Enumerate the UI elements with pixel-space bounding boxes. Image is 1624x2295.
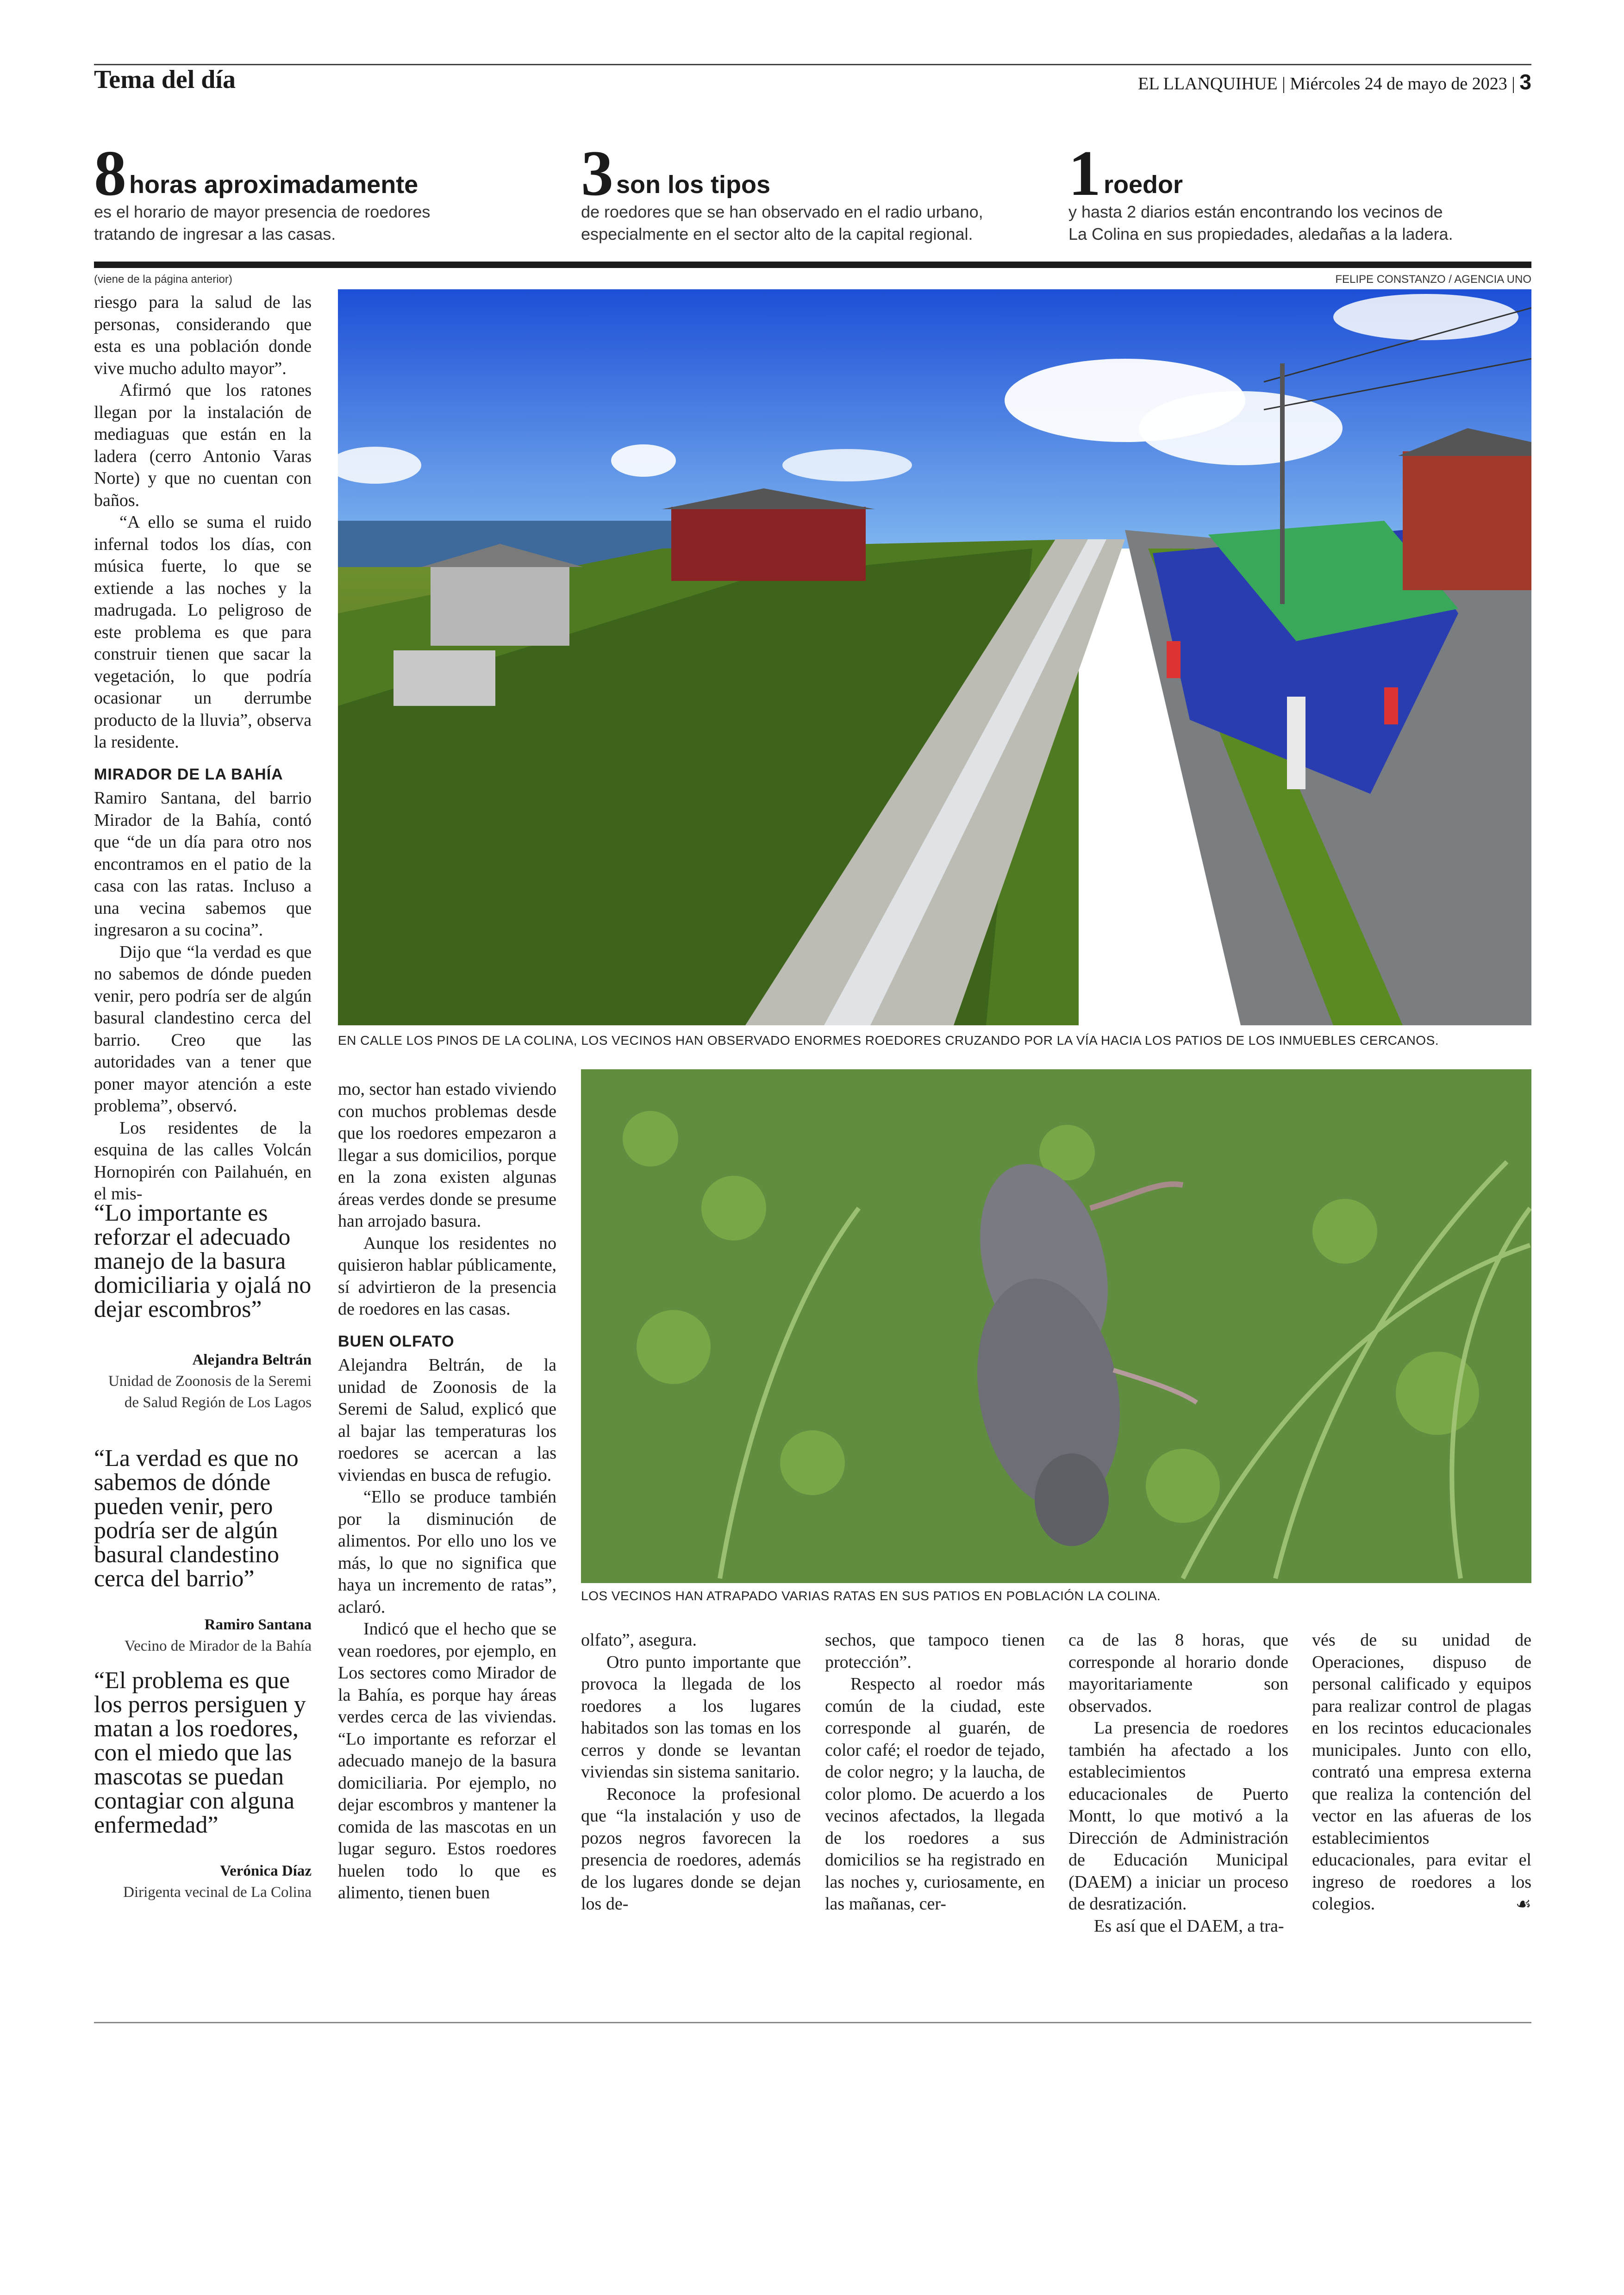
photo-credit: FELIPE CONSTANZO / AGENCIA UNO (1335, 273, 1531, 286)
quote-role: Vecino de Mirador de la Bahía (124, 1638, 312, 1654)
paragraph: ca de las 8 horas, que corresponde al horario donde mayoritariamente son observados. (1068, 1630, 1288, 1716)
quote-author: Verónica Díaz (220, 1863, 312, 1879)
stat-block (581, 137, 1025, 245)
quote-text: “El problema es que los perros persiguen y matan a los roedores, con el miedo que las mascotas se puedan contagiar con alguna enfermedad” (94, 1667, 306, 1838)
stats-rule (94, 262, 1531, 268)
separator: | (1282, 74, 1290, 94)
stat-number: 8 (94, 137, 126, 209)
article-column-5 (1068, 1629, 1288, 1937)
paragraph: Aunque los residentes no quisieron hablar públicamente, sí advirtieron de la presencia de roedores en las casas. (338, 1233, 556, 1319)
paragraph: olfato”, asegura. (581, 1630, 697, 1650)
stat-lead: son los tipos (616, 171, 771, 199)
pull-quote (94, 1447, 312, 1657)
stat-desc: La Colina en sus propiedades, aledañas a la ladera. (1068, 225, 1453, 243)
page-number: 3 (1519, 70, 1531, 94)
paragraph: “A ello se suma el ruido infernal todos los días, con música fuerte, lo que se extiende a las noches y la madrugada. Lo peligroso de este problema es que para construir tienen que sacar la vegetación, lo que podría ocasionar un derrumbe producto de la lluvia”, observa la residente. (94, 512, 312, 752)
stat-number: 3 (581, 137, 613, 209)
stat-number: 1 (1068, 137, 1101, 209)
end-mark: ☙ (1515, 1894, 1531, 1914)
photo-caption: LOS VECINOS HAN ATRAPADO VARIAS RATAS EN SUS PATIOS EN POBLACIÓN LA COLINA. (581, 1589, 1161, 1603)
quote-text: “La verdad es que no sabemos de dónde pueden venir, pero podría ser de algún basural clandestino cerca del barrio” (94, 1445, 299, 1592)
quote-text: “Lo importante es reforzar el adecuado manejo de la basura domiciliaria y ojalá no dejar escombros” (94, 1200, 312, 1322)
stat-desc: de roedores que se han observado en el radio urbano, (581, 202, 983, 221)
stat-desc: tratando de ingresar a las casas. (94, 225, 336, 243)
footer-rule (94, 2022, 1531, 2023)
header-rule (94, 64, 1531, 65)
article-column-2 (338, 1079, 556, 1904)
publication-name: EL LLANQUIHUE (1138, 74, 1278, 94)
paragraph: Respecto al roedor más común de la ciudad, este corresponde al guarén, de color café; el roedor de tejado, de color negro; y la laucha, de color plomo. De acuerdo a los vecinos afectados, la llegada de los roedores a sus domicilios se ha registrado en las noches y, curiosamente, en las mañanas, cer- (825, 1674, 1045, 1914)
paragraph: Es así que el DAEM, a tra- (1094, 1916, 1284, 1936)
article-column-3 (581, 1629, 801, 1915)
stat-block (1068, 137, 1513, 245)
quote-role: Unidad de Zoonosis de la Seremi de Salud Región de Los Lagos (108, 1373, 312, 1411)
paragraph: riesgo para la salud de las personas, considerando que esta es una población donde vive mucho adulto mayor”. (94, 293, 312, 378)
street-photo-illustration (338, 289, 1531, 1025)
stat-block (94, 137, 538, 245)
paragraph: Afirmó que los ratones llegan por la instalación de mediaguas que están en la ladera (cerro Antonio Varas Norte) y que no cuentan con baños. (94, 380, 312, 510)
masthead-info (1138, 69, 1531, 94)
paragraph: Alejandra Beltrán, de la unidad de Zoonosis de la Seremi de Salud, explicó que al bajar las temperaturas los roedores se acercan a las viviendas en busca de refugio. (338, 1355, 556, 1485)
paragraph: Dijo que “la verdad es que no sabemos de dónde pueden venir, pero podría ser de algún basural clandestino cerca del barrio. Creo que las autoridades van a tener que poner mayor atención a este problema”, observó. (94, 942, 312, 1116)
continued-note: (viene de la página anterior) (94, 273, 232, 286)
paragraph: mo, sector han estado viviendo con muchos problemas desde que los roedores empezaron a llegar a sus domicilios, porque en la zona existen algunas áreas verdes donde se presume han arrojado basura. (338, 1079, 556, 1231)
pull-quote (94, 1201, 312, 1413)
paragraph: Reconoce la profesional que “la instalación y uso de pozos negros favorecen la presencia de roedores, además de los lugares donde se dejan los de- (581, 1784, 801, 1914)
quote-author: Alejandra Beltrán (192, 1352, 312, 1368)
quote-author: Ramiro Santana (204, 1616, 312, 1633)
paragraph: Ramiro Santana, del barrio Mirador de la Bahía, contó que “de un día para otro nos encontramos en el patio de la casa con las ratas. Incluso a una vecina sabemos que ingresaron a su cocina”. (94, 788, 312, 940)
pull-quote (94, 1669, 312, 1903)
paragraph: Los residentes de la esquina de las calles Volcán Hornopirén con Pailahuén, en el mis- (94, 1118, 312, 1204)
stat-desc: especialmente en el sector alto de la capital regional. (581, 225, 973, 243)
subheading: MIRADOR DE LA BAHÍA (94, 765, 283, 783)
stat-desc: es el horario de mayor presencia de roedores (94, 202, 431, 221)
separator: | (1512, 74, 1520, 94)
paragraph (1312, 1629, 1531, 1915)
quote-role: Dirigenta vecinal de La Colina (123, 1884, 312, 1901)
issue-date: Miércoles 24 de mayo de 2023 (1290, 74, 1507, 94)
paragraph: “Ello se produce también por la disminución de alimentos. Por ello uno los ve más, lo que no significa que haya un incremento de ratas”, aclaró. (338, 1487, 556, 1617)
stat-lead: horas aproximadamente (129, 171, 418, 199)
stat-desc: y hasta 2 diarios están encontrando los vecinos de (1068, 202, 1443, 221)
stat-lead: roedor (1104, 171, 1183, 199)
rat-photo (581, 1069, 1531, 1583)
article-column-4 (825, 1629, 1045, 1915)
article-column-6 (1312, 1629, 1531, 1915)
paragraph: Indicó que el hecho que se vean roedores, por ejemplo, en Los sectores como Mirador de la Bahía, es porque hay áreas verdes cerca de las viviendas. “Lo importante es reforzar el adecuado manejo de la basura domiciliaria. Por ejemplo, no dejar escombros y mantener la comida de las mascotas en un lugar seguro. Estos roedores huelen todo lo que es alimento, tienen buen (338, 1619, 556, 1902)
paragraph: sechos, que tampoco tienen protección”. (825, 1630, 1045, 1672)
street-photo (338, 289, 1531, 1025)
photo-caption: EN CALLE LOS PINOS DE LA COLINA, LOS VECINOS HAN OBSERVADO ENORMES ROEDORES CRUZANDO POR LA VÍA HACIA LOS PATIOS DE LOS INMUEBLES CERCANOS. (338, 1033, 1439, 1048)
rat-photo-illustration (581, 1069, 1531, 1583)
article-column-1 (94, 292, 312, 1205)
section-label: Tema del día (94, 65, 236, 94)
subheading: BUEN OLFATO (338, 1332, 455, 1350)
paragraph: La presencia de roedores también ha afectado a los establecimientos educacionales de Puerto Montt, lo que motivó a la Dirección de Administración de Educación Municipal (DAEM) a iniciar un proceso de desratización. (1068, 1718, 1288, 1914)
paragraph-text: vés de su unidad de Operaciones, dispuso de personal calificado y equipos para realizar control de plagas en los recintos educacionales municipales. Junto con ello, contrató una empresa externa que realiza la contención del vector en las afueras de los establecimientos educacionales, para evitar el ingreso de roedores a los colegios. (1312, 1630, 1531, 1914)
paragraph: Otro punto importante que provoca la llegada de los roedores a los lugares habitados son las tomas en los cerros y donde se levantan viviendas sin sistema sanitario. (581, 1652, 801, 1782)
